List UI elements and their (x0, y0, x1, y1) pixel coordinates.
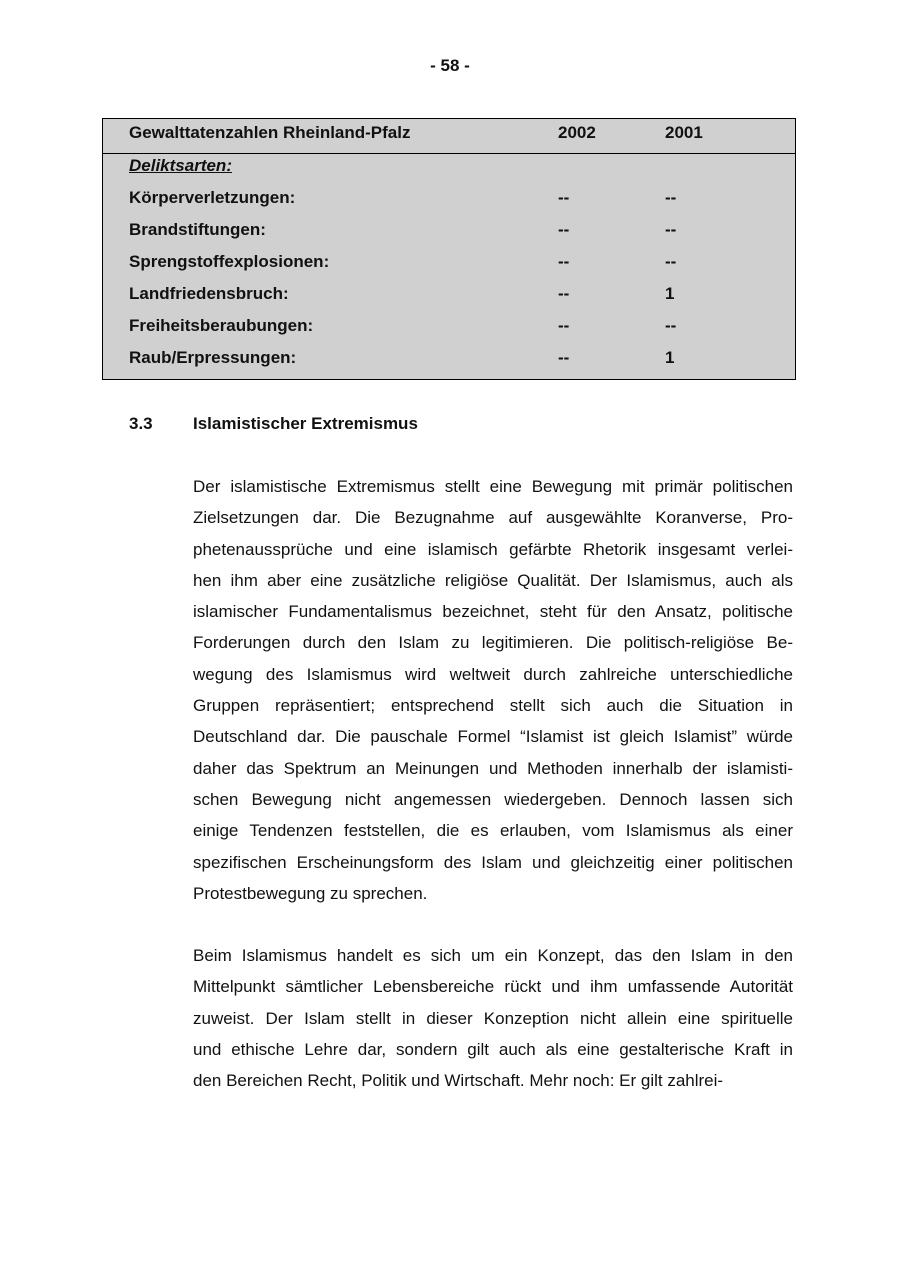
row-value-2002: -- (558, 252, 570, 271)
text-line: Protestbewegung zu sprechen. (193, 883, 428, 903)
row-value-2001: 1 (665, 284, 675, 303)
table-row (103, 348, 795, 380)
row-value-2001: -- (665, 220, 677, 239)
text-line: Der islamistische Extremismus stellt eine Bewegung mit primär politischen (193, 477, 793, 496)
table-header (103, 119, 795, 154)
row-label: Körperverletzungen: (129, 188, 296, 207)
table-row (103, 252, 795, 284)
text-line: Forderungen durch den Islam zu legitimieren. Die politisch-religiöse Be- (193, 633, 793, 653)
text-line: Zielsetzungen dar. Die Bezugnahme auf ausgewählte Koranverse, Pro- (193, 508, 793, 528)
section-number: 3.3 (129, 414, 153, 433)
row-value-2002: -- (558, 316, 570, 335)
text-line: phetenaussprüche und eine islamisch gefärbte Rhetorik insgesamt verlei- (193, 539, 793, 559)
text-line: zuweist. Der Islam stellt in dieser Konzeption nicht allein eine spirituelle (193, 1008, 793, 1028)
row-value-2001: -- (665, 188, 677, 207)
text-line: Mittelpunkt sämtlicher Lebensbereiche rückt und ihm umfassende Autorität (193, 977, 793, 997)
row-value-2002: -- (558, 284, 570, 303)
row-value-2002: -- (558, 188, 570, 207)
table-row (103, 188, 795, 220)
row-label: Sprengstoffexplosionen: (129, 252, 330, 271)
row-label: Landfriedensbruch: (129, 284, 289, 303)
table-row (103, 316, 795, 348)
category-heading: Deliktsarten: (129, 156, 232, 175)
row-value-2001: -- (665, 252, 677, 271)
text-line: daher das Spektrum an Meinungen und Methoden innerhalb der islamisti- (193, 758, 793, 778)
row-value-2002: -- (558, 220, 570, 239)
text-line: Deutschland dar. Die pauschale Formel “Islamist ist gleich Islamist” würde (193, 727, 793, 747)
body-paragraph-2 (193, 940, 793, 1096)
text-line: Gruppen repräsentiert; entsprechend stellt sich auch die Situation in (193, 696, 793, 716)
row-label: Freiheitsberaubungen: (129, 316, 314, 335)
text-line: wegung des Islamismus wird weltweit durch zahlreiche unterschiedliche (193, 664, 793, 684)
table-row (103, 220, 795, 252)
text-line: spezifischen Erscheinungsform des Islam und gleichzeitig einer politischen (193, 852, 793, 872)
text-line: islamischer Fundamentalismus bezeichnet, steht für den Ansatz, politische (193, 602, 793, 622)
section-title: Islamistischer Extremismus (193, 414, 418, 433)
row-label: Raub/Erpressungen: (129, 348, 297, 367)
text-line: einige Tendenzen feststellen, die es erlauben, vom Islamismus als einer (193, 821, 793, 841)
text-line: den Bereichen Recht, Politik und Wirtschaft. Mehr noch: Er gilt zahlrei- (193, 1071, 724, 1091)
row-value-2001: -- (665, 316, 677, 335)
column-header-2002: 2002 (558, 123, 596, 142)
column-header-2001: 2001 (665, 123, 703, 142)
table-row (103, 284, 795, 316)
text-line: hen ihm aber eine zusätzliche religiöse Qualität. Der Islamismus, auch als (193, 570, 793, 590)
row-value-2002: -- (558, 348, 570, 367)
row-value-2001: 1 (665, 348, 675, 367)
row-label: Brandstiftungen: (129, 220, 266, 239)
text-line: schen Bewegung nicht angemessen wiedergeben. Dennoch lassen sich (193, 789, 793, 809)
page-number: - 58 - (430, 56, 470, 75)
body-paragraph-1 (193, 471, 793, 909)
table-title: Gewalttatenzahlen Rheinland-Pfalz (129, 123, 411, 142)
text-line: Beim Islamismus handelt es sich um ein Konzept, das den Islam in den (193, 946, 793, 965)
text-line: und ethische Lehre dar, sondern gilt auch als eine gestalterische Kraft in (193, 1039, 793, 1059)
violence-statistics-table (102, 118, 796, 380)
